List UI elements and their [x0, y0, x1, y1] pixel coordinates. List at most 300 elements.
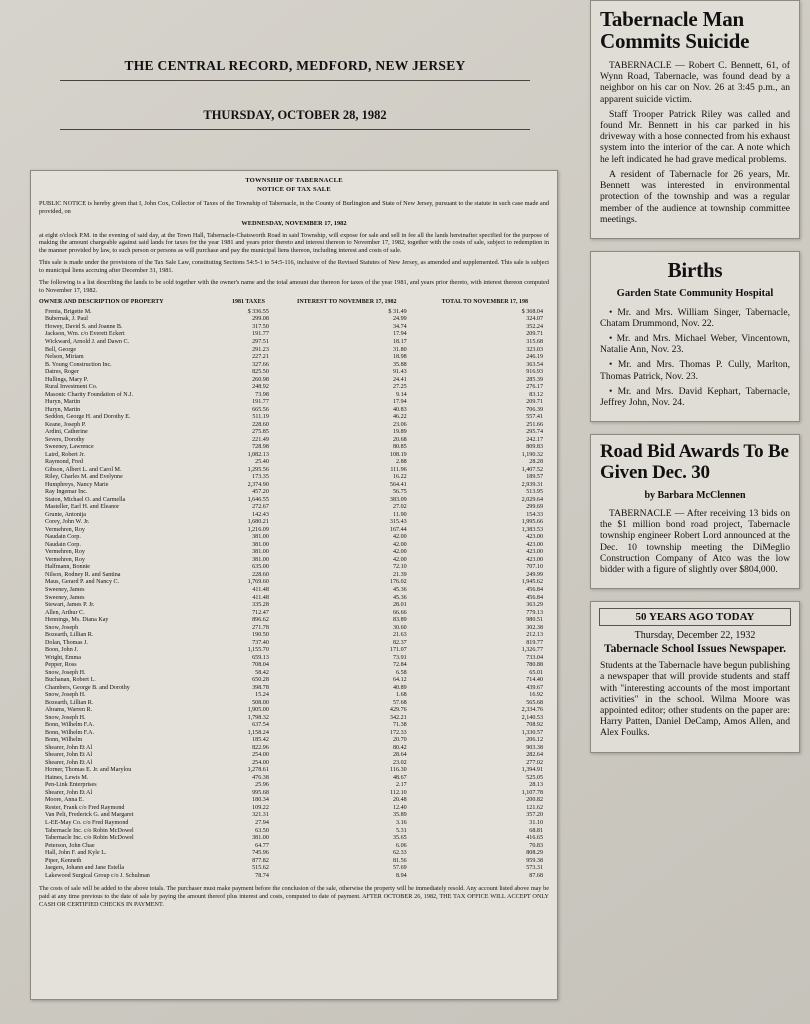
- masthead: [60, 58, 530, 81]
- table-row: [39, 504, 549, 512]
- cell-taxes: 15.24: [255, 692, 269, 699]
- cell-interest: 12.40: [392, 804, 407, 811]
- cell-owner: Jackson, Wm. c/o Everett Eckert: [45, 331, 125, 338]
- cell-taxes: 299.08: [252, 316, 269, 323]
- cell-total: 903.38: [526, 744, 543, 751]
- cell-total: 565.68: [526, 699, 543, 706]
- tax-sale-notice: [30, 170, 558, 1000]
- cell-taxes: 511.19: [252, 414, 269, 421]
- table-row: [39, 617, 549, 625]
- cell-owner: Wickward, Arnold J. and Dawn C.: [45, 338, 130, 345]
- notice-paragraph-1: PUBLIC NOTICE is hereby given that I, John Cox, Collector of Taxes of the Township of Tabernacle, in the County of Burlington and State of New Jersey, pursuant to the statute in such case made and provided, on: [39, 200, 549, 215]
- cell-interest: 35.89: [392, 812, 407, 819]
- cell-owner: Horner, Thomas E. Jr. and Marylou: [45, 767, 132, 774]
- cell-taxes: 191.77: [252, 331, 269, 338]
- cell-total: 423.00: [526, 534, 543, 541]
- cell-taxes: 745.96: [252, 850, 269, 857]
- cell-total: 121.62: [526, 804, 543, 811]
- cell-total: 1,995.66: [521, 519, 543, 526]
- cell-taxes: 297.51: [252, 338, 269, 345]
- issue-date-rule: [60, 129, 530, 130]
- cell-owner: Severs, Dorothy: [45, 436, 85, 443]
- cell-taxes: 58.42: [255, 669, 269, 676]
- cell-taxes: 822.96: [252, 744, 269, 751]
- cell-owner: Bubernak, J. Paul: [45, 316, 88, 323]
- cell-interest: 42.00: [392, 549, 407, 556]
- cell-total: 352.24: [526, 323, 543, 330]
- cell-interest: 8.94: [396, 872, 407, 879]
- cell-taxes: 173.35: [252, 474, 269, 481]
- cell-total: 416.65: [526, 835, 543, 842]
- article-byline: by Barbara McClennen: [644, 489, 746, 501]
- table-row: [39, 865, 549, 873]
- cell-interest: 71.38: [392, 722, 407, 729]
- cell-owner: Howey, David S. and Joanne B.: [45, 323, 123, 330]
- cell-owner: Abrams, Warren R.: [45, 707, 93, 714]
- list-item: • Mr. and Mrs. Michael Weber, Vincentown, Natalie Ann, Nov. 23.: [600, 332, 790, 356]
- cell-interest: 62.33: [392, 850, 407, 857]
- cell-total: 1,330.57: [521, 729, 543, 736]
- cell-taxes: 381.00: [252, 534, 269, 541]
- cell-owner: Peterson, John Chae: [45, 842, 95, 849]
- cell-taxes: 381.00: [252, 835, 269, 842]
- cell-owner: Keane, Joseph P.: [45, 421, 86, 428]
- cell-taxes: 877.82: [252, 857, 269, 864]
- cell-taxes: 1,905.00: [247, 707, 269, 714]
- cell-taxes: 254.00: [252, 759, 269, 766]
- cell-interest: 82.37: [392, 639, 407, 646]
- table-row: [39, 437, 549, 445]
- cell-taxes: 995.68: [252, 789, 269, 796]
- cell-taxes: 25.40: [255, 459, 269, 466]
- cell-total: 323.03: [526, 346, 543, 353]
- cell-interest: 6.58: [396, 669, 407, 676]
- table-row: [39, 820, 549, 828]
- table-row: [39, 655, 549, 663]
- table-row: [39, 730, 549, 738]
- cell-owner: Stewart, James P. Jr.: [45, 602, 95, 609]
- notice-sale-date: WEDNESDAY, NOVEMBER 17, 1982: [241, 219, 347, 227]
- cell-total: 87.68: [529, 872, 543, 879]
- masthead-rule: [60, 80, 530, 81]
- cell-total: 423.00: [526, 556, 543, 563]
- table-row: [39, 384, 549, 392]
- cell-total: 1,394.91: [521, 767, 543, 774]
- cell-taxes: 25.96: [255, 782, 269, 789]
- cell-taxes: 335.28: [252, 602, 269, 609]
- cell-total: 302.38: [526, 624, 543, 631]
- cell-interest: 81.56: [392, 857, 407, 864]
- cell-interest: 172.33: [389, 729, 407, 736]
- cell-interest: 342.21: [389, 714, 407, 721]
- cell-interest: 20.68: [392, 436, 407, 443]
- cell-interest: 27.02: [392, 504, 407, 511]
- cell-owner: Rural Investment Co.: [45, 384, 98, 391]
- cell-owner: Jaegers, Johann and Jane Estella: [45, 865, 125, 872]
- cell-total: 315.68: [526, 338, 543, 345]
- cell-owner: Shearer, John Et Al: [45, 789, 93, 796]
- cell-interest: 80.42: [392, 744, 407, 751]
- cell-interest: 23.06: [392, 421, 407, 428]
- table-row: [39, 873, 549, 881]
- cell-taxes: 737.40: [252, 639, 269, 646]
- cell-total: 206.12: [526, 737, 543, 744]
- cell-interest: 383.09: [389, 496, 407, 503]
- cell-total: 324.07: [526, 316, 543, 323]
- table-row: [39, 707, 549, 715]
- table-row: [39, 858, 549, 866]
- cell-interest: 56.75: [392, 489, 407, 496]
- cell-total: 295.74: [526, 429, 543, 436]
- cell-interest: 2.17: [396, 782, 407, 789]
- cell-total: 212.13: [526, 632, 543, 639]
- cell-total: 1,945.62: [521, 579, 543, 586]
- cell-taxes: 398.78: [252, 684, 269, 691]
- table-row: [39, 835, 549, 843]
- cell-interest: 6.06: [396, 842, 407, 849]
- cell-taxes: 635.00: [252, 564, 269, 571]
- cell-owner: Van Pelt, Frederick G. and Margaret: [45, 812, 134, 819]
- article-headline: Births: [667, 258, 723, 282]
- cell-owner: Bozearth, Lillian R.: [45, 632, 94, 639]
- cell-total: 779.13: [526, 609, 543, 616]
- table-row: [39, 692, 549, 700]
- cell-owner: Gibson, Albert L. and Carol M.: [45, 466, 122, 473]
- article-paragraph: TABERNACLE — After receiving 13 bids on the $1 million bond road project, Tabernacle township engineer Robert Lord announced at the Dec. 10 township meeting the DiMeglio Construction Company of Atco was the low bidder with a figure of slightly over $804,000.: [600, 507, 790, 576]
- cell-interest: 2.88: [396, 459, 407, 466]
- cell-owner: Dolan, Thomas J.: [45, 639, 88, 646]
- cell-owner: Huryn, Martin: [45, 406, 81, 413]
- cell-taxes: 27.94: [255, 819, 269, 826]
- cell-interest: 46.22: [392, 414, 407, 421]
- cell-taxes: 381.00: [252, 541, 269, 548]
- cell-owner: Bonn, Wilhelm F.A.: [45, 729, 95, 736]
- cell-interest: 48.67: [392, 774, 407, 781]
- cell-owner: Bonn, Wilhelm F.A.: [45, 722, 95, 729]
- cell-interest: 564.41: [389, 481, 407, 488]
- cell-owner: Staton, Michael O. and Carmella: [45, 496, 126, 503]
- cell-owner: B. Young Construction Inc.: [45, 361, 112, 368]
- cell-taxes: 381.00: [252, 549, 269, 556]
- article-headline: 50 YEARS AGO TODAY: [599, 608, 791, 626]
- cell-total: 819.77: [526, 639, 543, 646]
- cell-owner: Grunte, Antonija: [45, 511, 86, 518]
- cell-interest: 66.66: [392, 609, 407, 616]
- notice-footer: The costs of sale will be added to the above totals. The purchaser must make payment before the conclusion of the sale, otherwise the property will be immediately resold. Any account listed above may be paid at any time previous to the date of sale by paying the amount thereof plus interest and costs, computed to date of payment. AFTER OCTOBER 26, 1982, THE TAX OFFICE WILL ACCEPT ONLY CASH OR CERTIFIED CHECKS IN PAYMENT.: [39, 885, 549, 908]
- cell-taxes: 271.78: [252, 624, 269, 631]
- table-row: [39, 557, 549, 565]
- cell-taxes: 73.98: [255, 391, 269, 398]
- cell-interest: 171.07: [389, 647, 407, 654]
- col-interest: INTEREST TO NOVEMBER 17, 1982: [297, 298, 397, 305]
- article-headline: Tabernacle Man Commits Suicide: [600, 7, 750, 54]
- table-row: [39, 489, 549, 497]
- cell-taxes: 180.34: [252, 797, 269, 804]
- table-row: [39, 572, 549, 580]
- cell-owner: Masteller, Earl H. and Eleanor: [45, 504, 120, 511]
- cell-taxes: 275.85: [252, 429, 269, 436]
- cell-owner: Masonic Charity Foundation of N.J.: [45, 391, 134, 398]
- cell-owner: Hullings, Mary P.: [45, 376, 88, 383]
- article-births: [590, 251, 800, 422]
- cell-interest: 167.44: [389, 526, 407, 533]
- cell-owner: Nilson, Rodney R. and Santina: [45, 571, 121, 578]
- cell-owner: Datres, Roger: [45, 369, 79, 376]
- table-row: [39, 542, 549, 550]
- cell-total: 246.19: [526, 354, 543, 361]
- table-row: [39, 414, 549, 422]
- article-subtitle: Tabernacle School Issues Newspaper.: [604, 643, 786, 656]
- table-row: [39, 602, 549, 610]
- cell-interest: 21.39: [392, 571, 407, 578]
- table-row: [39, 527, 549, 535]
- cell-taxes: 185.42: [252, 737, 269, 744]
- cell-owner: Sweeney, James: [45, 594, 85, 601]
- cell-owner: Shearer, John Et Al: [45, 759, 93, 766]
- table-row: [39, 467, 549, 475]
- cell-total: 189.57: [526, 474, 543, 481]
- cell-taxes: 1,216.09: [247, 526, 269, 533]
- cell-interest: 83.89: [392, 617, 407, 624]
- table-row: [39, 647, 549, 655]
- cell-interest: 40.89: [392, 684, 407, 691]
- cell-interest: 42.00: [392, 541, 407, 548]
- table-row: [39, 595, 549, 603]
- cell-taxes: 142.43: [252, 511, 269, 518]
- cell-owner: Snow, Joseph H.: [45, 692, 86, 699]
- cell-interest: 40.83: [392, 406, 407, 413]
- cell-taxes: 78.74: [255, 872, 269, 879]
- cell-interest: 72.84: [392, 662, 407, 669]
- cell-owner: Shearer, John Et Al: [45, 752, 93, 759]
- table-row: [39, 745, 549, 753]
- cell-total: 557.41: [526, 414, 543, 421]
- table-row: [39, 722, 549, 730]
- cell-interest: 11.90: [393, 511, 407, 518]
- table-header-row: [39, 299, 549, 309]
- cell-taxes: 228.60: [252, 421, 269, 428]
- table-row: [39, 685, 549, 693]
- cell-interest: 35.88: [392, 361, 407, 368]
- cell-interest: 23.02: [392, 759, 407, 766]
- cell-total: 363.29: [526, 602, 543, 609]
- cell-total: 154.33: [526, 511, 543, 518]
- cell-total: 423.00: [526, 541, 543, 548]
- cell-owner: Pepper, Ross: [45, 662, 77, 669]
- cell-interest: 17.94: [392, 331, 407, 338]
- cell-owner: Moore, Anna E.: [45, 797, 84, 804]
- table-row: [39, 805, 549, 813]
- cell-owner: Vermehren, Roy: [45, 526, 85, 533]
- cell-interest: 19.89: [392, 429, 407, 436]
- cell-taxes: $ 336.55: [247, 308, 269, 315]
- cell-taxes: 228.60: [252, 571, 269, 578]
- table-row: [39, 459, 549, 467]
- cell-total: 28.28: [529, 459, 543, 466]
- cell-interest: 20.70: [392, 737, 407, 744]
- article-headline: Road Bid Awards To Be Given Dec. 30: [600, 441, 789, 483]
- cell-total: 65.01: [529, 669, 543, 676]
- table-row: [39, 362, 549, 370]
- cell-owner: Bonn, Wilhelm: [45, 737, 83, 744]
- right-column: [580, 0, 810, 1024]
- cell-total: 980.51: [526, 617, 543, 624]
- table-row: [39, 549, 549, 557]
- table-row: [39, 444, 549, 452]
- cell-interest: 16.22: [392, 474, 407, 481]
- col-owner: OWNER AND DESCRIPTION OF PROPERTY: [39, 298, 164, 305]
- cell-owner: Ray Ingemar Inc.: [45, 489, 88, 496]
- cell-owner: Wright, Emma: [45, 654, 81, 661]
- cell-owner: Boon, John J.: [45, 647, 79, 654]
- cell-taxes: 64.77: [255, 842, 269, 849]
- cell-interest: 45.36: [392, 594, 407, 601]
- cell-taxes: 63.50: [255, 827, 269, 834]
- table-row: [39, 790, 549, 798]
- cell-owner: Riley, Charles M. and Evelynne: [45, 474, 123, 481]
- cell-total: 251.66: [526, 421, 543, 428]
- article-suicide: [590, 0, 800, 239]
- table-row: [39, 850, 549, 858]
- cell-total: 277.02: [526, 759, 543, 766]
- cell-taxes: 1,798.32: [247, 714, 269, 721]
- cell-owner: Tabernacle Inc. c/o Robin McDowel: [45, 835, 134, 842]
- cell-owner: Snow, Joseph H.: [45, 714, 86, 721]
- cell-total: 1,383.53: [521, 526, 543, 533]
- cell-owner: Hall, John F. and Kyle L.: [45, 850, 107, 857]
- cell-total: 242.17: [526, 436, 543, 443]
- article-paragraph: Students at the Tabernacle have begun publishing a newspaper that will provide students and staff with "interesting accounts of the most important activities" in the school. Wilma Moore was appointed editor; other students on the paper are: Harry Patten, Daniel DeCamp, Amos Allen, and Alex Foulks.: [600, 660, 790, 739]
- cell-total: 2,334.76: [521, 707, 543, 714]
- cell-total: 285.39: [526, 376, 543, 383]
- cell-owner: Bell, George: [45, 346, 77, 353]
- cell-total: 16.92: [529, 692, 543, 699]
- cell-interest: 27.25: [392, 384, 407, 391]
- article-paragraph: Staff Trooper Patrick Riley was called and found Mr. Bennett in his car parked in his driveway with a hose connected from his exhaust system into the interior of the car. A note which he left indicated he had grave medical problems.: [600, 108, 790, 165]
- table-row: [39, 534, 549, 542]
- table-row: [39, 392, 549, 400]
- cell-interest: 5.31: [396, 827, 407, 834]
- cell-owner: L-EE-May Co. c/o Fred Raymond: [45, 819, 129, 826]
- cell-taxes: 1,278.61: [247, 767, 269, 774]
- cell-total: 357.20: [526, 812, 543, 819]
- table-row: [39, 752, 549, 760]
- cell-owner: Raymond, Fred: [45, 459, 83, 466]
- table-row: [39, 399, 549, 407]
- cell-owner: Naudain Corp.: [45, 541, 81, 548]
- cell-interest: $ 31.49: [388, 308, 407, 315]
- cell-total: 209.71: [526, 399, 543, 406]
- notice-title-line2: NOTICE OF TAX SALE: [256, 186, 331, 194]
- cell-owner: Nelson, Miriam: [45, 354, 84, 361]
- cell-owner: Tabernacle Inc. c/o Robin McDowel: [45, 827, 134, 834]
- cell-total: 31.10: [529, 819, 543, 826]
- cell-interest: 24.41: [392, 376, 407, 383]
- cell-taxes: 317.50: [252, 323, 269, 330]
- cell-taxes: 1,158.24: [247, 729, 269, 736]
- cell-interest: 429.76: [389, 707, 407, 714]
- cell-owner: Ardini, Catherine: [45, 429, 88, 436]
- cell-owner: Frenia, Brigette M.: [45, 308, 92, 315]
- cell-owner: Snow, Joseph H.: [45, 669, 86, 676]
- cell-taxes: 728.98: [252, 444, 269, 451]
- cell-owner: Bozearth, Lillian R.: [45, 699, 94, 706]
- cell-total: 456.84: [526, 587, 543, 593]
- cell-taxes: 190.50: [252, 632, 269, 639]
- cell-total: 513.95: [526, 489, 543, 496]
- cell-interest: 108.19: [389, 451, 407, 458]
- table-row: [39, 610, 549, 618]
- cell-owner: Buchanan, Robert L.: [45, 677, 96, 684]
- cell-interest: 30.60: [392, 624, 407, 631]
- cell-total: 83.12: [529, 391, 543, 398]
- masthead-text: THE CENTRAL RECORD, MEDFORD, NEW JERSEY: [124, 58, 466, 73]
- table-row: [39, 670, 549, 678]
- table-row: [39, 775, 549, 783]
- notice-paragraph-3: This sale is made under the provisions of the Tax Sale Law, constituting Sections 54:5-1 to 54:5-116, inclusive of the Revised Statutes of New Jersey, as amended and supplemented. This sale is subject to municipal liens accruing after December 31, 1981.: [39, 259, 549, 275]
- table-row: [39, 700, 549, 708]
- cell-owner: Corey, John W. Jr.: [45, 519, 90, 526]
- cell-owner: Piper, Kenneth: [45, 857, 82, 864]
- cell-total: 209.71: [526, 331, 543, 338]
- cell-taxes: 291.23: [252, 346, 269, 353]
- table-row: [39, 579, 549, 587]
- cell-taxes: 2,374.90: [247, 481, 269, 488]
- cell-taxes: 659.13: [252, 654, 269, 661]
- cell-taxes: 109.22: [252, 804, 269, 811]
- cell-interest: 34.74: [392, 323, 407, 330]
- table-row: [39, 782, 549, 790]
- table-row: [39, 452, 549, 460]
- cell-total: 809.83: [526, 444, 543, 451]
- table-row: [39, 474, 549, 482]
- table-row: [39, 564, 549, 572]
- cell-total: 68.81: [529, 827, 543, 834]
- cell-owner: Lakewood Surgical Group c/o J. Schulman: [45, 872, 150, 879]
- article-body: [600, 60, 790, 225]
- cell-interest: 28.64: [392, 752, 407, 759]
- cell-interest: 176.02: [389, 579, 407, 586]
- table-row: [39, 632, 549, 640]
- table-row: [39, 587, 549, 595]
- cell-taxes: 457.20: [252, 489, 269, 496]
- notice-paragraph-2: at eight o'clock P.M. in the evening of said day, at the Town Hall, Tabernacle-Chatsworth Road in said Township, will expose for sale and sell in fee all the lands hereinafter specified for the purpose of making the amount chargeable against said lands for taxes for the year 1981 and years prior thereto and interest thereon to November 17, 1982, together with the costs of sale, subject to redemption in the manner provided by law, to such person or persons as will purchase and pay the municipal liens thereon, including interest and costs of sale.: [39, 231, 549, 255]
- table-row: [39, 677, 549, 685]
- cell-owner: Vermehren, Roy: [45, 549, 85, 556]
- cell-total: 282.64: [526, 752, 543, 759]
- table-row: [39, 407, 549, 415]
- cell-interest: 42.00: [392, 556, 407, 563]
- cell-total: 2,140.53: [521, 714, 543, 721]
- cell-interest: 21.63: [392, 632, 407, 639]
- table-row: [39, 331, 549, 339]
- cell-interest: 18.98: [392, 354, 407, 361]
- cell-interest: 31.80: [392, 346, 407, 353]
- table-row: [39, 316, 549, 324]
- article-subhead: Garden State Community Hospital: [616, 288, 774, 300]
- table-row: [39, 369, 549, 377]
- article-body: [600, 660, 790, 739]
- cell-total: 2,029.64: [521, 496, 543, 503]
- cell-interest: 24.99: [392, 316, 407, 323]
- cell-interest: 57.68: [392, 699, 407, 706]
- cell-owner: Laird, Robert Jr.: [45, 451, 85, 458]
- table-row: [39, 715, 549, 723]
- cell-total: 706.39: [526, 406, 543, 413]
- cell-interest: 116.30: [390, 767, 407, 774]
- cell-interest: 72.10: [392, 564, 407, 571]
- cell-owner: Haines, Lewis M.: [45, 774, 89, 781]
